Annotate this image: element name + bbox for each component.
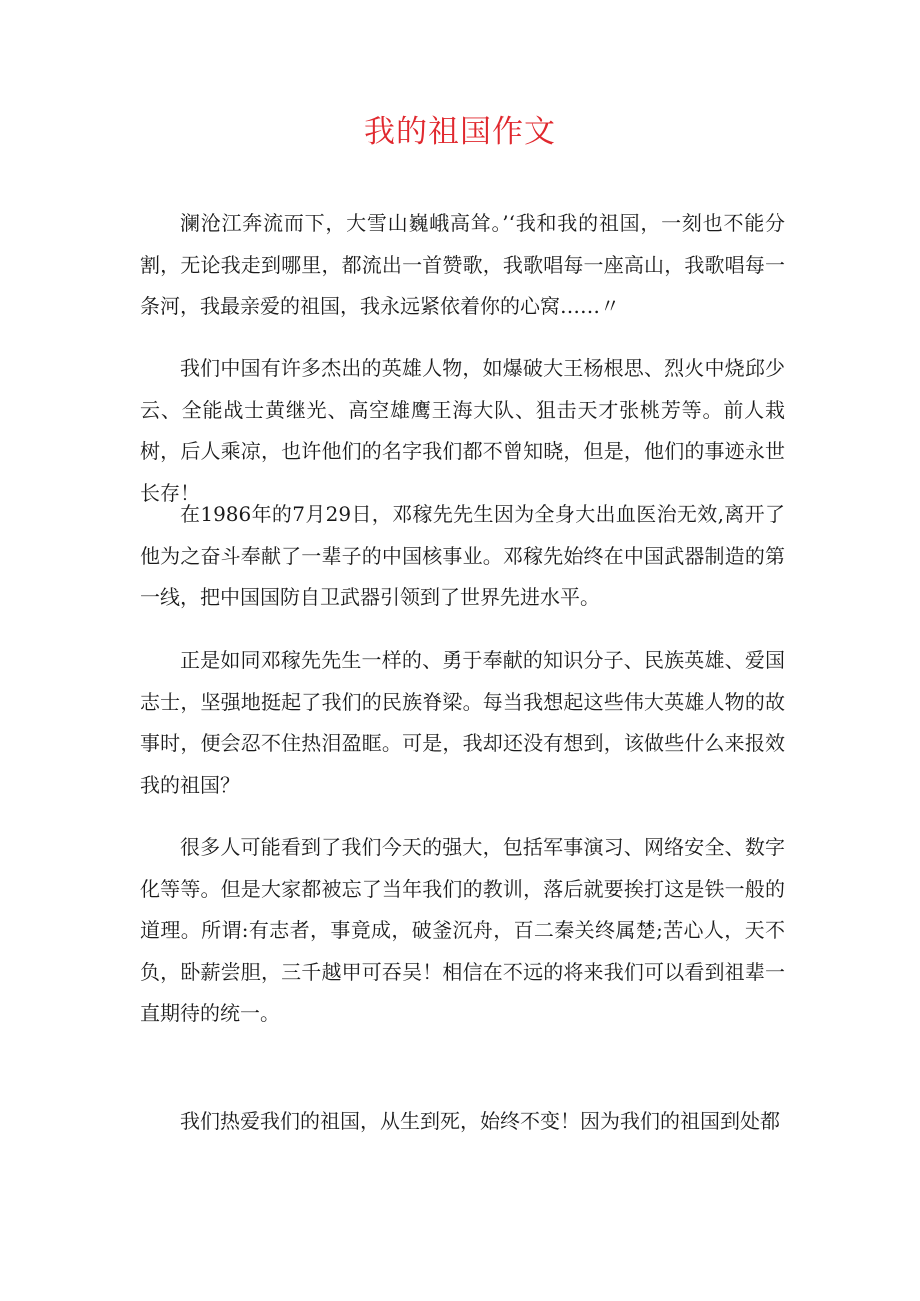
paragraph-5: 很多人可能看到了我们今天的强大，包括军事演习、网络安全、数字化等等。但是大家都被忘了当年我们的教训，落后就要挨打这是铁一般的道理。所谓:有志者，事竟成，破釜沉舟，百二秦关终属楚;苦心人，天不负，卧薪尝胆，三千越甲可吞吴！相信在不远的将来我们可以看到祖辈一直期待的统一。 xyxy=(140,835,785,1025)
paragraph-1: 澜沧江奔流而下，大雪山巍峨高耸。’‘我和我的祖国，一刻也不能分割，无论我走到哪里，都流出一首赞歌，我歌唱每一座高山，我歌唱每一条河，我最亲爱的祖国，我永远紧依着你的心窝……〃 xyxy=(140,211,785,318)
paragraph-6: 我们热爱我们的祖国，从生到死，始终不变！因为我们的祖国到处都 xyxy=(180,1109,780,1133)
document-title: 我的祖国作文 xyxy=(364,114,556,150)
paragraph-3: 在1986年的7月29日，邓稼先先生因为全身大出血医治无效,离开了他为之奋斗奉献了一辈子的中国核事业。邓稼先始终在中国武器制造的第一线，把中国国防自卫武器引领到了世界先进水平。 xyxy=(140,502,785,609)
paragraph-4: 正是如同邓稼先先生一样的、勇于奉献的知识分子、民族英雄、爱国志士，坚强地挺起了我们的民族脊梁。每当我想起这些伟大英雄人物的故事时，便会忍不住热泪盈眶。可是，我却还没有想到，该做些什么来报效我的祖国？ xyxy=(140,648,785,797)
paragraph-2: 我们中国有许多杰出的英雄人物，如爆破大王杨根思、烈火中烧邱少云、全能战士黄继光、高空雄鹰王海大队、狙击天才张桃芳等。前人栽树，后人乘凉，也许他们的名字我们都不曾知晓，但是，他们的事迹永世长存！ xyxy=(140,356,785,505)
